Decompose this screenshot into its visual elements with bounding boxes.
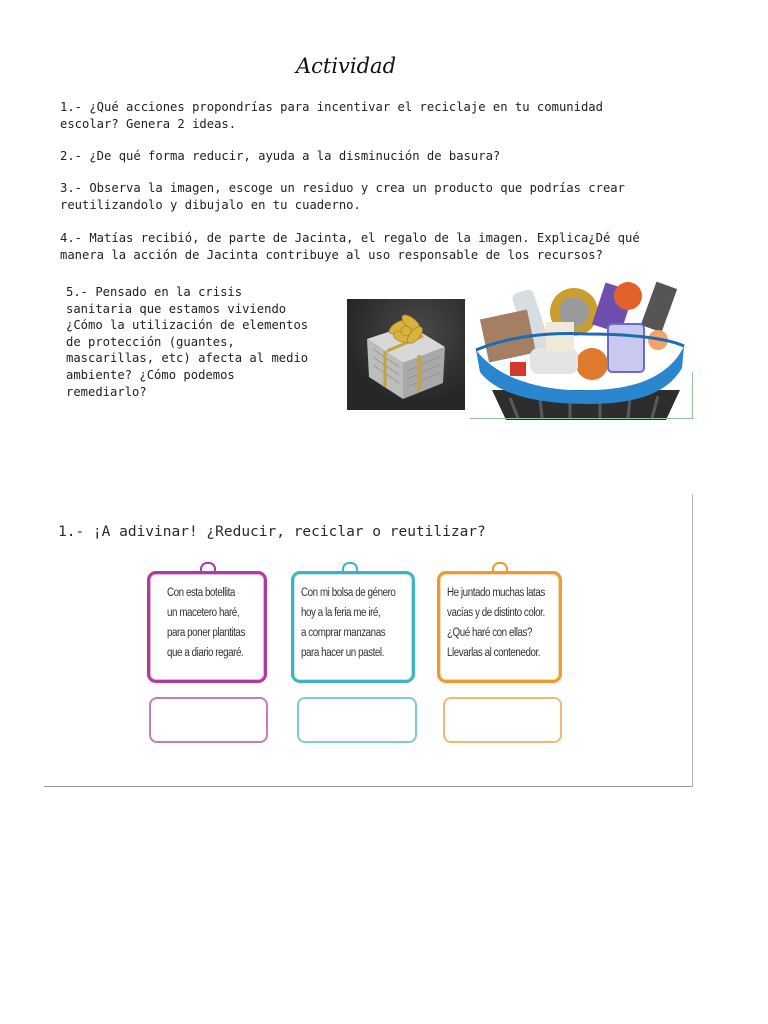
question-1: 1.- ¿Qué acciones propondrías para incentivar el reciclaje en tu comunidad escolar? Genera 2 ideas.	[60, 100, 603, 131]
question-2: 2.- ¿De qué forma reducir, ayuda a la disminución de basura?	[60, 149, 501, 163]
divider-line	[692, 372, 693, 419]
answer-box[interactable]	[443, 697, 562, 743]
trash-can-image	[470, 272, 694, 420]
riddle-text: Con mi bolsa de género hoy a la feria me iré, a comprar manzanas para hacer un pastel.	[301, 587, 396, 659]
riddle-text: He juntado muchas latas vacías y de distinto color. ¿Qué haré con ellas? Llevarlas al contenedor.	[447, 587, 545, 659]
divider-line	[470, 418, 694, 419]
riddle-text: Con esta botellita un macetero haré, para poner plantitas que a diario regaré.	[167, 587, 245, 659]
question-3: 3.- Observa la imagen, escoge un residuo y crea un producto que podrías crear reutilizandolo y dibujalo en tu cuaderno.	[60, 181, 625, 212]
question-5: 5.- Pensado en la crisis sanitaria que estamos viviendo ¿Cómo la utilización de elementos de protección (guantes, mascarillas, etc) afecta al medio ambiente? ¿Cómo podemos remediarlo?	[66, 285, 309, 399]
answer-box[interactable]	[149, 697, 268, 743]
activity-title: 1.- ¡A adivinar! ¿Reducir, reciclar o reutilizar?	[58, 524, 486, 540]
answer-box[interactable]	[297, 697, 417, 743]
gift-image	[347, 299, 465, 410]
question-4: 4.- Matías recibió, de parte de Jacinta, el regalo de la imagen. Explica¿Dé qué manera la acción de Jacinta contribuye al uso responsable de los recursos?	[60, 231, 640, 262]
page-title: Actividad	[295, 54, 397, 78]
